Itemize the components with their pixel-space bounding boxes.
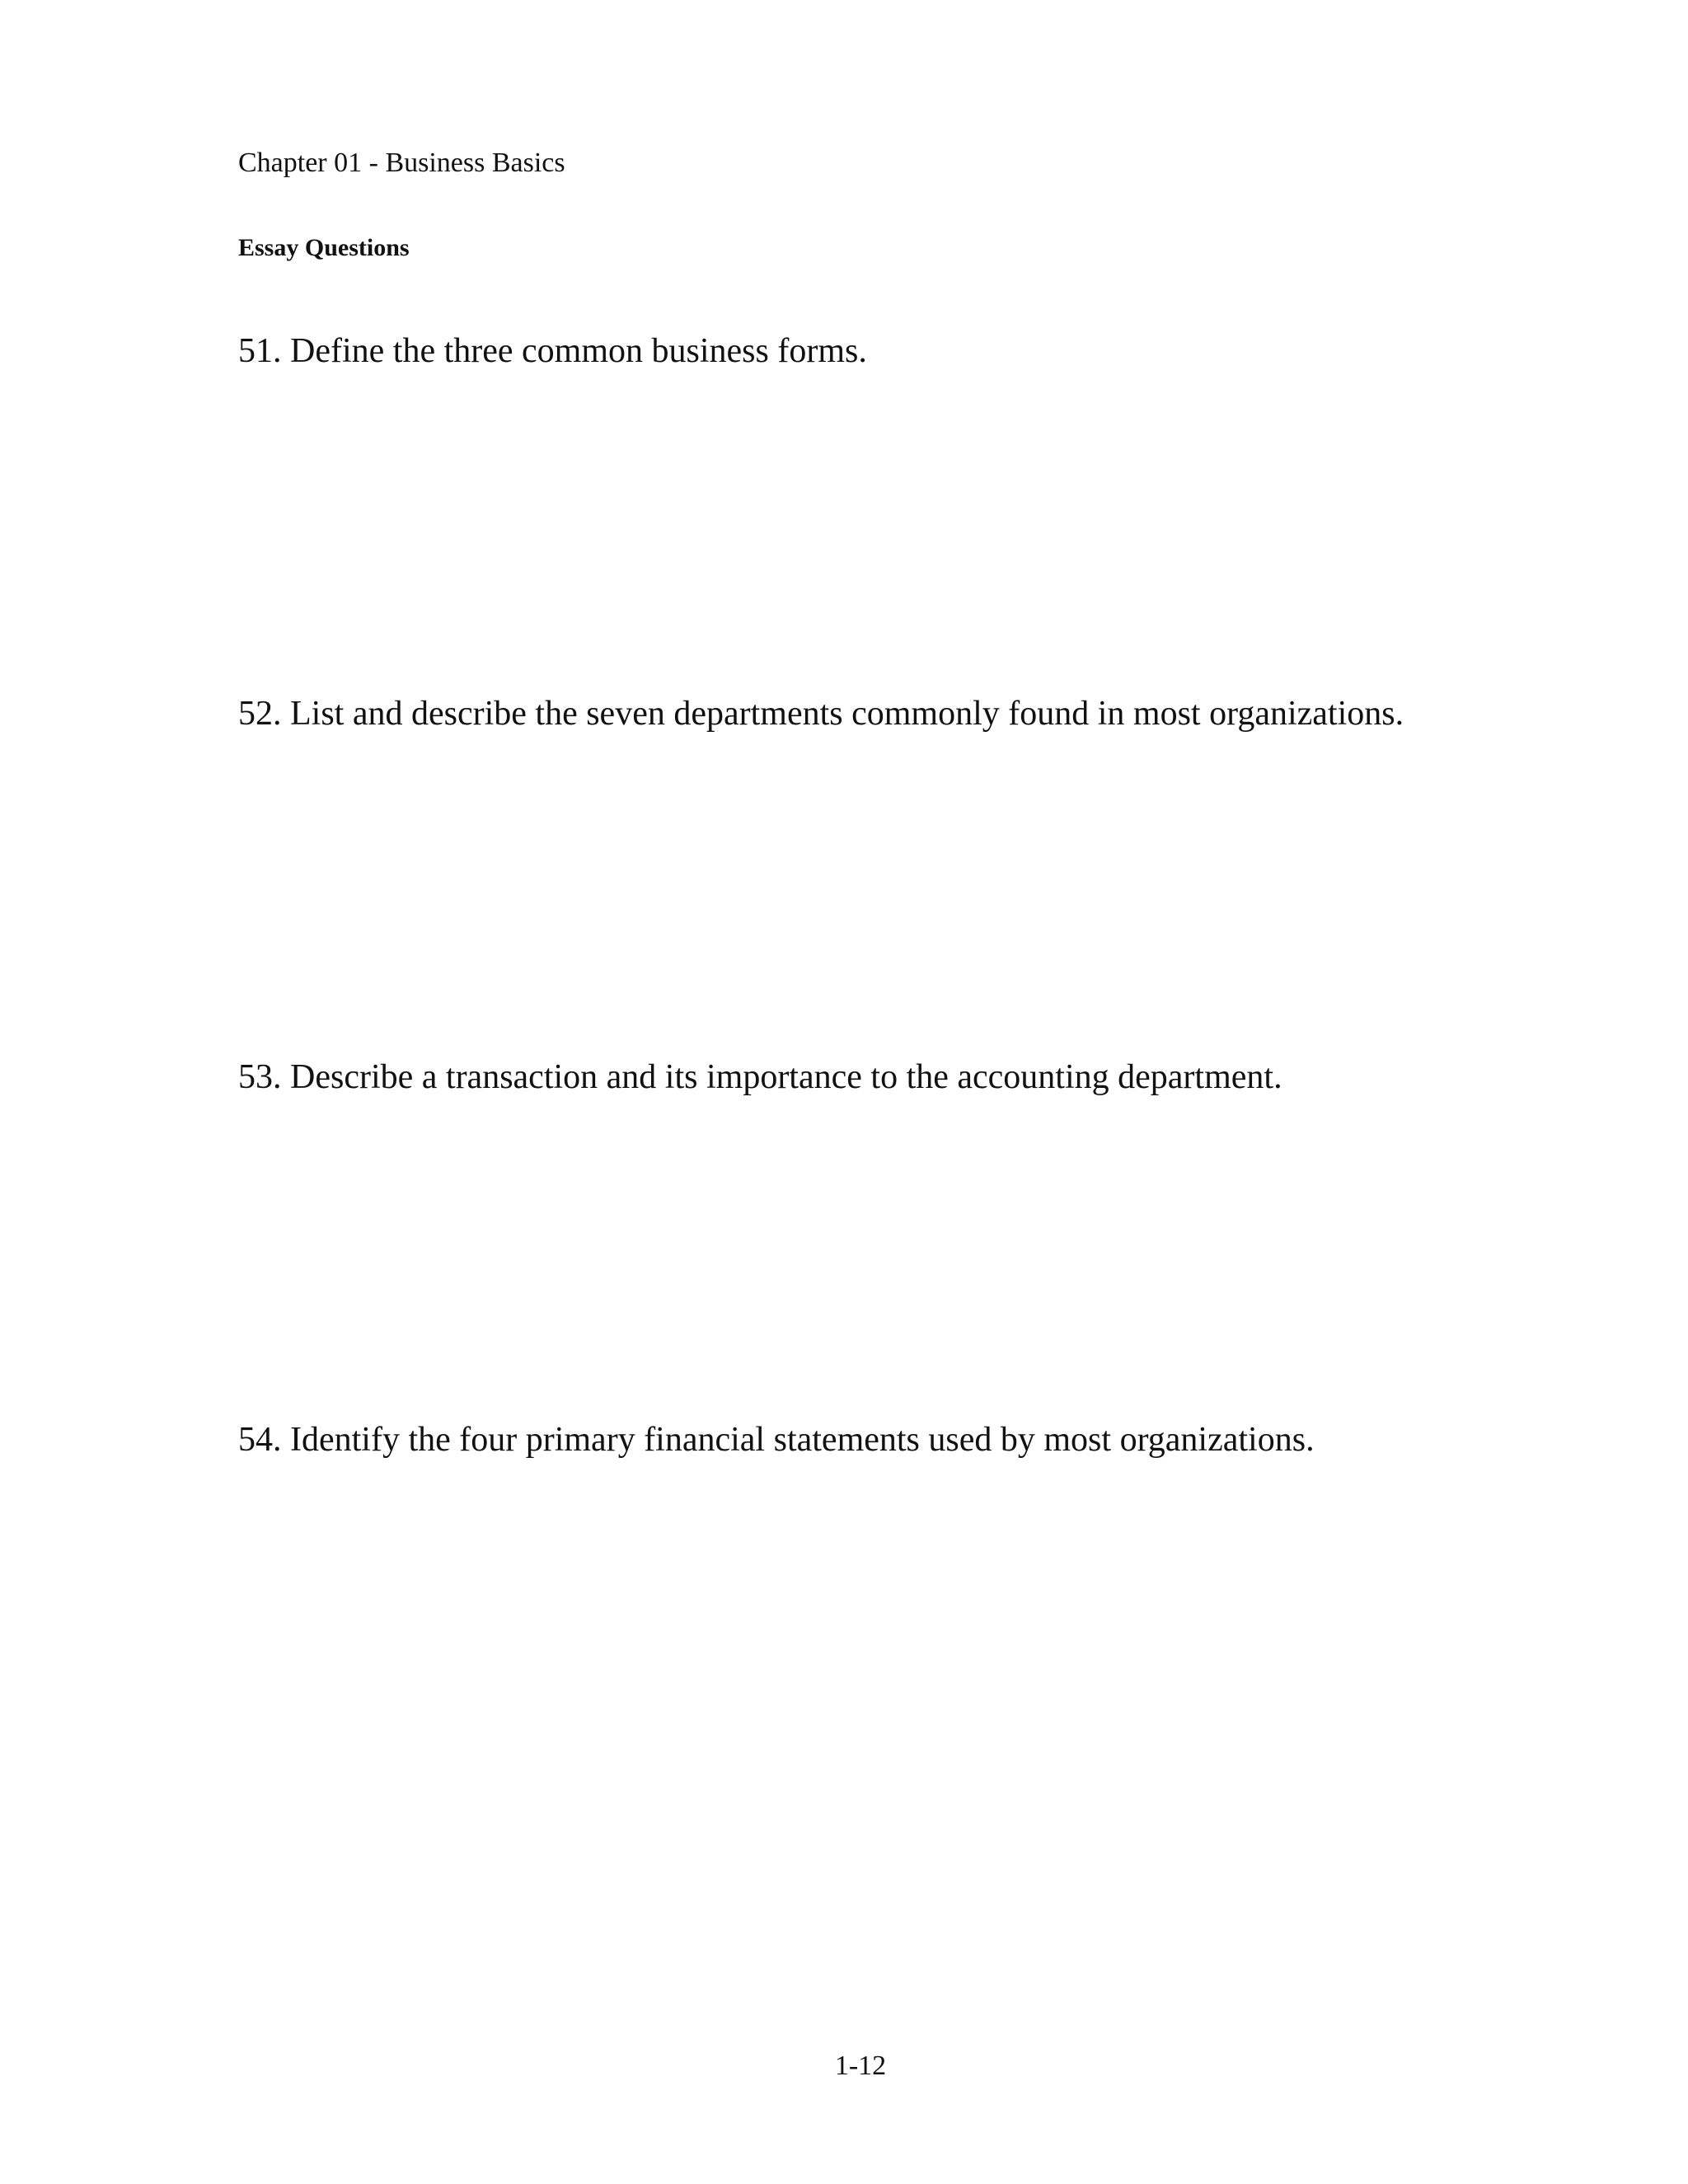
essay-question: 53. Describe a transaction and its importance to the accounting department.: [238, 1058, 1282, 1096]
section-heading: Essay Questions: [238, 234, 410, 261]
page-number: 1-12: [834, 2050, 887, 2081]
essay-question: 52. List and describe the seven departments commonly found in most organizations.: [238, 695, 1404, 733]
essay-question: 54. Identify the four primary financial statements used by most organizations.: [238, 1421, 1315, 1459]
running-header: Chapter 01 - Business Basics: [238, 148, 565, 178]
essay-question: 51. Define the three common business forms.: [238, 332, 867, 370]
